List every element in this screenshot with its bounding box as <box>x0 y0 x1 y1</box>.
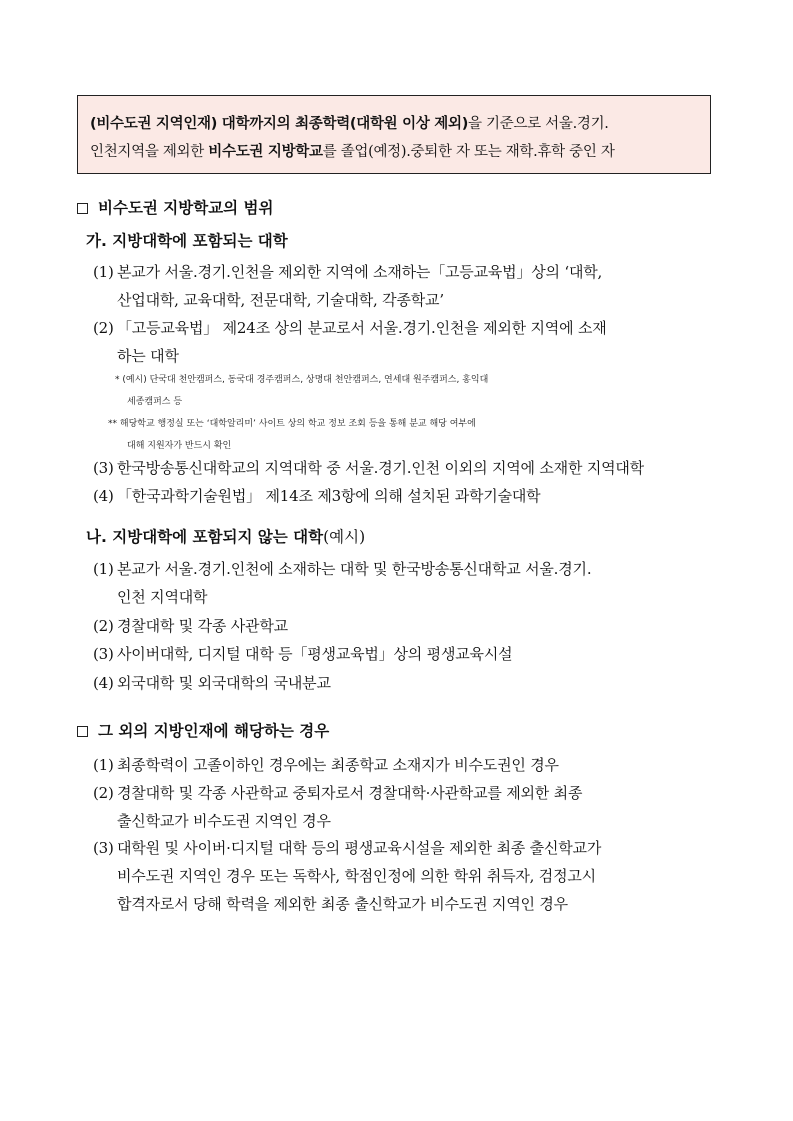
section-1-title: 비수도권 지방학교의 범위 <box>98 199 274 217</box>
na-item-3-line1: 사이버대학, 디지털 대학 등「평생교육법」상의 평생교육시설 <box>117 645 513 663</box>
na-item-4-line1: 외국대학 및 외국대학의 국내분교 <box>117 674 331 692</box>
note-1 <box>115 369 735 413</box>
ga-item-3-line1: 한국방송통신대학교의 지역대학 중 서울.경기.인천 이외의 지역에 소재한 지역대학 <box>117 459 644 477</box>
checkbox-square-icon <box>77 726 88 737</box>
checkbox-square-icon <box>77 203 88 214</box>
ga-item-3-num: (3) <box>93 459 114 477</box>
s2-item-3-line2: 비수도권 지역인 경우 또는 독학사, 학점인정에 의한 학위 취득자, 검정고시 <box>117 867 596 885</box>
na-item-1-line2: 인천 지역대학 <box>117 588 208 606</box>
ga-item-1 <box>93 258 723 314</box>
na-item-1-line1: 본교가 서울.경기.인천에 소재하는 대학 및 한국방송통신대학교 서울.경기. <box>117 560 592 578</box>
na-item-3-num: (3) <box>93 645 114 663</box>
ga-item-4 <box>93 482 723 510</box>
na-item-1-num: (1) <box>93 560 114 578</box>
notice-line-2-bold: 비수도권 지방학교 <box>208 144 323 160</box>
s2-item-2-line1: 경찰대학 및 각종 사관학교 중퇴자로서 경찰대학·사관학교를 제외한 최종 <box>117 784 583 802</box>
na-item-2-num: (2) <box>93 617 114 635</box>
subsection-na-title-normal: (예시) <box>323 528 366 546</box>
ga-item-2 <box>93 314 723 370</box>
note-1-line2: 세종캠퍼스 등 <box>127 397 183 407</box>
note-2-line1: 해당학교 행정실 또는 ‘대학알리미’ 사이트 상의 학교 정보 조회 등을 통해 분교 해당 여부에 <box>119 419 476 429</box>
s2-item-2-line2: 출신학교가 비수도권 지역인 경우 <box>117 812 331 830</box>
section-1-heading <box>77 196 274 218</box>
s2-item-3-num: (3) <box>93 839 114 857</box>
notice-line-1 <box>90 110 698 138</box>
ga-item-1-line2: 산업대학, 교육대학, 전문대학, 기술대학, 각종학교’ <box>117 291 444 309</box>
notice-box <box>77 95 711 174</box>
na-item-2-line1: 경찰대학 및 각종 사관학교 <box>117 617 288 635</box>
s2-item-3-line3: 합격자로서 당해 학력을 제외한 최종 출신학교가 비수도권 지역인 경우 <box>117 895 568 913</box>
ga-item-4-num: (4) <box>93 487 114 505</box>
na-item-3 <box>93 640 723 668</box>
s2-item-3 <box>93 834 723 918</box>
note-1-mark: * <box>115 375 120 385</box>
ga-item-1-num: (1) <box>93 263 114 281</box>
ga-item-2-line1: 「고등교육법」 제24조 상의 분교로서 서울.경기.인천을 제외한 지역에 소재 <box>117 319 607 337</box>
notice-line-1-rest: 을 기준으로 서울.경기. <box>468 116 609 132</box>
subsection-ga-title: 가. 지방대학에 포함되는 대학 <box>86 232 288 250</box>
note-2 <box>108 413 728 457</box>
section-2-title: 그 외의 지방인재에 해당하는 경우 <box>98 722 330 740</box>
s2-item-2 <box>93 779 723 835</box>
s2-item-1-num: (1) <box>93 756 114 774</box>
s2-item-1 <box>93 751 723 779</box>
s2-item-1-line1: 최종학력이 고졸이하인 경우에는 최종학교 소재지가 비수도권인 경우 <box>117 756 559 774</box>
section-2-heading <box>77 719 329 741</box>
na-item-2 <box>93 612 723 640</box>
ga-item-4-line1: 「한국과학기술원법」 제14조 제3항에 의해 설치된 과학기술대학 <box>117 487 541 505</box>
note-2-line2: 대해 지원자가 반드시 확인 <box>127 441 232 451</box>
ga-item-3 <box>93 454 723 482</box>
s2-item-2-num: (2) <box>93 784 114 802</box>
subsection-na-title <box>86 525 365 547</box>
notice-line-2 <box>90 138 698 166</box>
notice-line-1-bold: (비수도권 지역인재) 대학까지의 최종학력(대학원 이상 제외) <box>90 116 469 132</box>
ga-item-1-line1: 본교가 서울.경기.인천을 제외한 지역에 소재하는「고등교육법」상의 ‘대학, <box>117 263 603 281</box>
notice-line-2-rest: 를 졸업(예정).중퇴한 자 또는 재학.휴학 중인 자 <box>322 144 615 160</box>
note-2-mark: ** <box>108 419 117 429</box>
notice-line-2-pre: 인천지역을 제외한 <box>90 144 209 160</box>
note-1-line1: (예시) 단국대 천안캠퍼스, 동국대 경주캠퍼스, 상명대 천안캠퍼스, 연세대 원주캠퍼스, 홍익대 <box>122 375 489 385</box>
na-item-1 <box>93 555 723 611</box>
na-item-4 <box>93 669 723 697</box>
na-item-4-num: (4) <box>93 674 114 692</box>
ga-item-2-line2: 하는 대학 <box>117 347 179 365</box>
subsection-na-title-bold: 나. 지방대학에 포함되지 않는 대학 <box>86 528 324 546</box>
s2-item-3-line1: 대학원 및 사이버·디지털 대학 등의 평생교육시설을 제외한 최종 출신학교가 <box>117 839 602 857</box>
ga-item-2-num: (2) <box>93 319 114 337</box>
